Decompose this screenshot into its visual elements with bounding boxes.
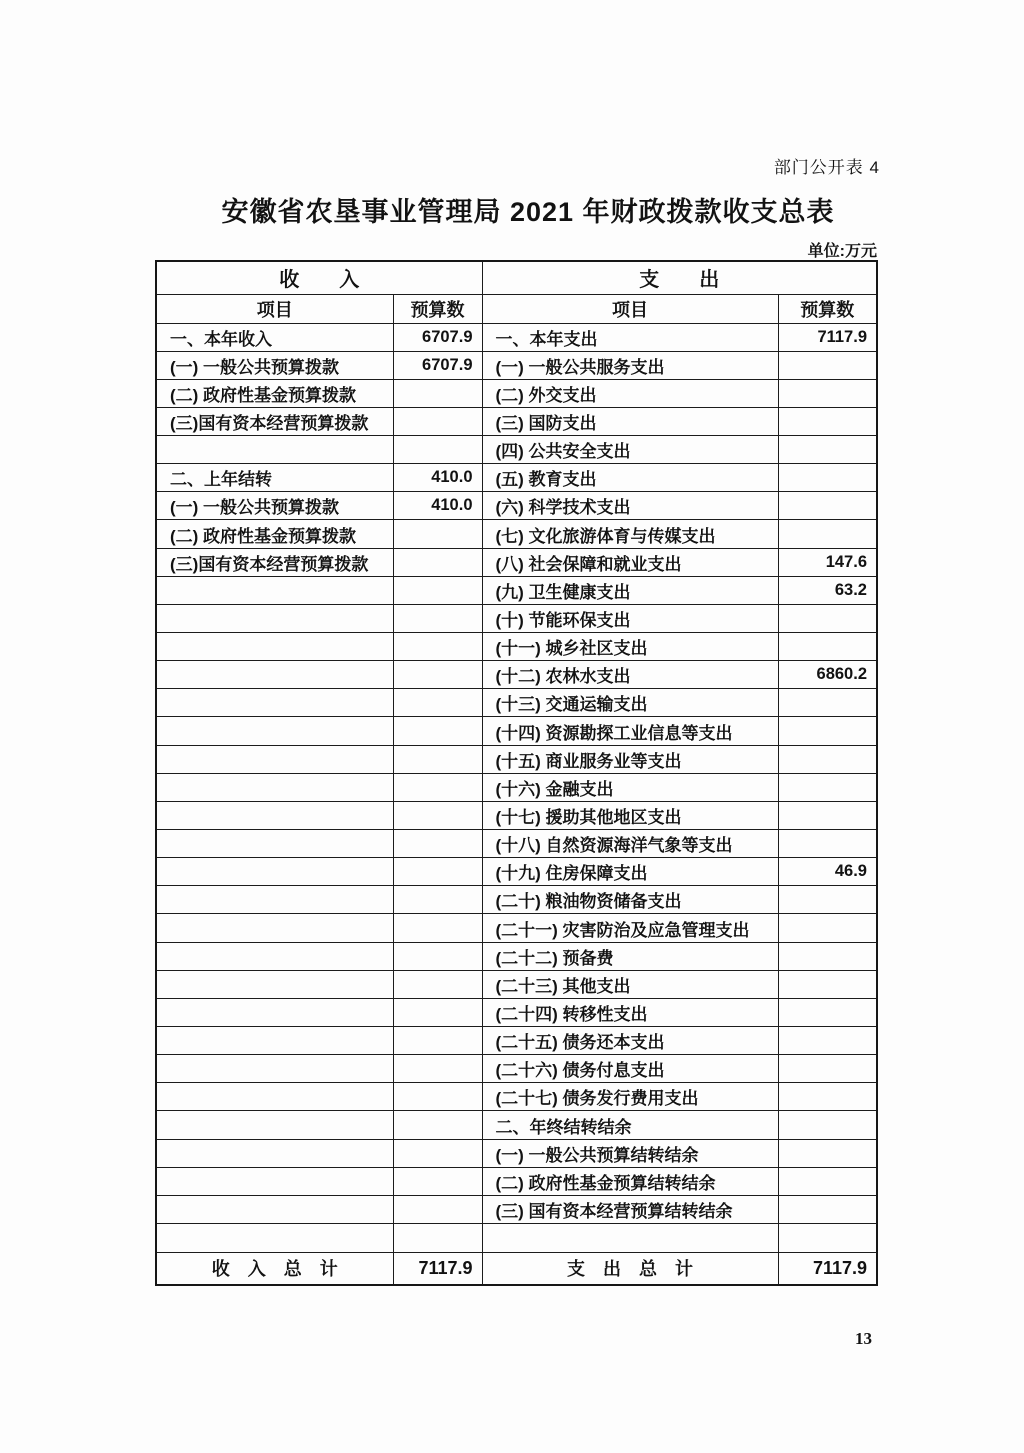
table-row bbox=[156, 436, 877, 464]
page-title: 安徽省农垦事业管理局 2021 年财政拨款收支总表 bbox=[221, 197, 835, 227]
revenue-value-cell: 6707.9 bbox=[393, 351, 482, 379]
revenue-value-cell bbox=[393, 576, 482, 604]
table-row bbox=[156, 464, 877, 492]
revenue-value-cell bbox=[393, 745, 482, 773]
revenue-item-cell bbox=[156, 745, 393, 773]
expenditure-budget-column-header: 预算数 bbox=[778, 294, 877, 323]
revenue-item-cell bbox=[156, 970, 393, 998]
table-row bbox=[156, 661, 877, 689]
expenditure-item-cell: (十四) 资源勘探工业信息等支出 bbox=[482, 717, 778, 745]
table-row bbox=[156, 886, 877, 914]
table-row bbox=[156, 717, 877, 745]
table-row bbox=[156, 633, 877, 661]
table-row bbox=[156, 1167, 877, 1195]
revenue-item-cell: (二) 政府性基金预算拨款 bbox=[156, 379, 393, 407]
expenditure-value-cell bbox=[778, 745, 877, 773]
revenue-item-cell bbox=[156, 1167, 393, 1195]
revenue-item-cell: 一、本年收入 bbox=[156, 323, 393, 351]
table-row bbox=[156, 914, 877, 942]
expenditure-value-cell: 46.9 bbox=[778, 858, 877, 886]
corner-table-label: 部门公开表 4 bbox=[773, 158, 880, 177]
table-row bbox=[156, 1139, 877, 1167]
revenue-item-cell bbox=[156, 1139, 393, 1167]
revenue-value-cell bbox=[393, 801, 482, 829]
revenue-value-cell bbox=[393, 773, 482, 801]
revenue-item-cell bbox=[156, 689, 393, 717]
revenue-item-cell bbox=[156, 661, 393, 689]
expenditure-item-cell: (一) 一般公共服务支出 bbox=[482, 351, 778, 379]
revenue-value-cell bbox=[393, 689, 482, 717]
revenue-item-cell: (二) 政府性基金预算拨款 bbox=[156, 520, 393, 548]
revenue-item-cell: 二、上年结转 bbox=[156, 464, 393, 492]
revenue-section-header: 收 入 bbox=[156, 261, 482, 294]
expenditure-value-cell bbox=[778, 1027, 877, 1055]
revenue-value-cell bbox=[393, 661, 482, 689]
revenue-value-cell bbox=[393, 1195, 482, 1223]
revenue-value-cell bbox=[393, 1083, 482, 1111]
table-row bbox=[156, 492, 877, 520]
revenue-item-cell bbox=[156, 633, 393, 661]
expenditure-value-cell bbox=[778, 998, 877, 1026]
revenue-value-cell bbox=[393, 520, 482, 548]
table-row bbox=[156, 576, 877, 604]
revenue-item-cell bbox=[156, 801, 393, 829]
expenditure-item-cell: (九) 卫生健康支出 bbox=[482, 576, 778, 604]
table-row bbox=[156, 379, 877, 407]
table-row bbox=[156, 801, 877, 829]
expenditure-item-cell bbox=[482, 1224, 778, 1253]
expenditure-item-cell: 一、本年支出 bbox=[482, 323, 778, 351]
table-row bbox=[156, 970, 877, 998]
revenue-value-cell bbox=[393, 1055, 482, 1083]
revenue-value-cell bbox=[393, 1027, 482, 1055]
unit-label: 单位:万元 bbox=[807, 243, 877, 260]
expenditure-item-cell: (二十) 粮油物资储备支出 bbox=[482, 886, 778, 914]
expenditure-item-cell: (五) 教育支出 bbox=[482, 464, 778, 492]
revenue-value-cell bbox=[393, 1224, 482, 1253]
expenditure-item-cell: (二十四) 转移性支出 bbox=[482, 998, 778, 1026]
expenditure-value-cell bbox=[778, 1055, 877, 1083]
expenditure-item-cell: (十) 节能环保支出 bbox=[482, 604, 778, 632]
table-body bbox=[156, 323, 877, 1252]
table-row bbox=[156, 548, 877, 576]
revenue-item-cell bbox=[156, 1027, 393, 1055]
budget-table bbox=[155, 260, 878, 1286]
expenditure-section-header: 支 出 bbox=[482, 261, 877, 294]
expenditure-item-cell: (十二) 农林水支出 bbox=[482, 661, 778, 689]
table-row bbox=[156, 1027, 877, 1055]
table-row bbox=[156, 773, 877, 801]
revenue-item-cell: (三)国有资本经营预算拨款 bbox=[156, 548, 393, 576]
expenditure-item-cell: (三) 国有资本经营预算结转结余 bbox=[482, 1195, 778, 1223]
revenue-item-column-header: 项目 bbox=[156, 294, 393, 323]
expenditure-item-cell: (二十七) 债务发行费用支出 bbox=[482, 1083, 778, 1111]
table-row bbox=[156, 998, 877, 1026]
revenue-value-cell bbox=[393, 1111, 482, 1139]
revenue-item-cell: (一) 一般公共预算拨款 bbox=[156, 351, 393, 379]
revenue-value-cell bbox=[393, 604, 482, 632]
expenditure-value-cell bbox=[778, 436, 877, 464]
expenditure-value-cell bbox=[778, 830, 877, 858]
expenditure-value-cell: 147.6 bbox=[778, 548, 877, 576]
expenditure-total-label: 支 出 总 计 bbox=[482, 1252, 778, 1285]
expenditure-item-cell: (二十六) 债务付息支出 bbox=[482, 1055, 778, 1083]
expenditure-value-cell bbox=[778, 717, 877, 745]
table-row bbox=[156, 407, 877, 435]
expenditure-item-cell: (三) 国防支出 bbox=[482, 407, 778, 435]
expenditure-value-cell bbox=[778, 351, 877, 379]
revenue-value-cell bbox=[393, 548, 482, 576]
revenue-value-cell bbox=[393, 998, 482, 1026]
expenditure-item-cell: (十七) 援助其他地区支出 bbox=[482, 801, 778, 829]
expenditure-item-column-header: 项目 bbox=[482, 294, 778, 323]
revenue-total-label: 收 入 总 计 bbox=[156, 1252, 393, 1285]
expenditure-value-cell bbox=[778, 886, 877, 914]
expenditure-value-cell bbox=[778, 1167, 877, 1195]
revenue-item-cell: (一) 一般公共预算拨款 bbox=[156, 492, 393, 520]
table-row bbox=[156, 604, 877, 632]
table-row bbox=[156, 830, 877, 858]
revenue-item-cell bbox=[156, 717, 393, 745]
revenue-item-cell bbox=[156, 773, 393, 801]
revenue-value-cell bbox=[393, 858, 482, 886]
expenditure-value-cell bbox=[778, 914, 877, 942]
expenditure-item-cell: (二) 外交支出 bbox=[482, 379, 778, 407]
expenditure-item-cell: (十一) 城乡社区支出 bbox=[482, 633, 778, 661]
revenue-item-cell bbox=[156, 998, 393, 1026]
expenditure-value-cell: 6860.2 bbox=[778, 661, 877, 689]
expenditure-item-cell: (二十二) 预备费 bbox=[482, 942, 778, 970]
revenue-value-cell bbox=[393, 407, 482, 435]
expenditure-item-cell: (二十五) 债务还本支出 bbox=[482, 1027, 778, 1055]
revenue-value-cell bbox=[393, 914, 482, 942]
expenditure-value-cell bbox=[778, 942, 877, 970]
revenue-item-cell bbox=[156, 576, 393, 604]
expenditure-value-cell bbox=[778, 1111, 877, 1139]
expenditure-item-cell: (二十三) 其他支出 bbox=[482, 970, 778, 998]
table-row bbox=[156, 323, 877, 351]
revenue-value-cell: 410.0 bbox=[393, 464, 482, 492]
revenue-value-cell bbox=[393, 633, 482, 661]
expenditure-value-cell bbox=[778, 1083, 877, 1111]
revenue-value-cell bbox=[393, 1167, 482, 1195]
revenue-item-cell bbox=[156, 436, 393, 464]
expenditure-value-cell bbox=[778, 689, 877, 717]
revenue-value-cell bbox=[393, 942, 482, 970]
expenditure-value-cell bbox=[778, 492, 877, 520]
table-header-row-columns bbox=[156, 294, 877, 323]
expenditure-total-value: 7117.9 bbox=[778, 1252, 877, 1285]
revenue-item-cell bbox=[156, 1195, 393, 1223]
revenue-value-cell bbox=[393, 1139, 482, 1167]
table-row bbox=[156, 689, 877, 717]
expenditure-value-cell bbox=[778, 604, 877, 632]
total-row bbox=[156, 1252, 877, 1285]
revenue-item-cell: (三)国有资本经营预算拨款 bbox=[156, 407, 393, 435]
table-row bbox=[156, 1111, 877, 1139]
expenditure-value-cell bbox=[778, 1195, 877, 1223]
expenditure-item-cell: 二、年终结转结余 bbox=[482, 1111, 778, 1139]
expenditure-value-cell bbox=[778, 407, 877, 435]
expenditure-value-cell: 63.2 bbox=[778, 576, 877, 604]
table-header-row-sections bbox=[156, 261, 877, 294]
expenditure-value-cell bbox=[778, 1224, 877, 1253]
revenue-value-cell bbox=[393, 830, 482, 858]
revenue-value-cell bbox=[393, 379, 482, 407]
expenditure-item-cell: (十五) 商业服务业等支出 bbox=[482, 745, 778, 773]
table-row bbox=[156, 1083, 877, 1111]
revenue-item-cell bbox=[156, 914, 393, 942]
revenue-item-cell bbox=[156, 858, 393, 886]
table-row bbox=[156, 520, 877, 548]
expenditure-item-cell: (六) 科学技术支出 bbox=[482, 492, 778, 520]
table-row bbox=[156, 1195, 877, 1223]
revenue-value-cell: 6707.9 bbox=[393, 323, 482, 351]
revenue-value-cell: 410.0 bbox=[393, 492, 482, 520]
expenditure-value-cell bbox=[778, 970, 877, 998]
expenditure-item-cell: (七) 文化旅游体育与传媒支出 bbox=[482, 520, 778, 548]
table-row bbox=[156, 745, 877, 773]
expenditure-item-cell: (一) 一般公共预算结转结余 bbox=[482, 1139, 778, 1167]
expenditure-value-cell bbox=[778, 379, 877, 407]
expenditure-value-cell bbox=[778, 773, 877, 801]
table-row bbox=[156, 1055, 877, 1083]
expenditure-item-cell: (十九) 住房保障支出 bbox=[482, 858, 778, 886]
table-row bbox=[156, 1224, 877, 1253]
expenditure-item-cell: (十八) 自然资源海洋气象等支出 bbox=[482, 830, 778, 858]
page-number: 13 bbox=[855, 1329, 872, 1348]
revenue-item-cell bbox=[156, 942, 393, 970]
expenditure-value-cell bbox=[778, 520, 877, 548]
expenditure-item-cell: (八) 社会保障和就业支出 bbox=[482, 548, 778, 576]
revenue-value-cell bbox=[393, 717, 482, 745]
expenditure-value-cell bbox=[778, 464, 877, 492]
revenue-item-cell bbox=[156, 1111, 393, 1139]
expenditure-value-cell: 7117.9 bbox=[778, 323, 877, 351]
table-row bbox=[156, 942, 877, 970]
revenue-budget-column-header: 预算数 bbox=[393, 294, 482, 323]
revenue-item-cell bbox=[156, 1224, 393, 1253]
table-row bbox=[156, 351, 877, 379]
expenditure-item-cell: (十六) 金融支出 bbox=[482, 773, 778, 801]
expenditure-item-cell: (四) 公共安全支出 bbox=[482, 436, 778, 464]
expenditure-item-cell: (二十一) 灾害防治及应急管理支出 bbox=[482, 914, 778, 942]
revenue-total-value: 7117.9 bbox=[393, 1252, 482, 1285]
revenue-item-cell bbox=[156, 1055, 393, 1083]
expenditure-value-cell bbox=[778, 1139, 877, 1167]
expenditure-value-cell bbox=[778, 633, 877, 661]
expenditure-item-cell: (十三) 交通运输支出 bbox=[482, 689, 778, 717]
table-row bbox=[156, 858, 877, 886]
expenditure-value-cell bbox=[778, 801, 877, 829]
revenue-item-cell bbox=[156, 1083, 393, 1111]
revenue-item-cell bbox=[156, 604, 393, 632]
revenue-item-cell bbox=[156, 830, 393, 858]
revenue-value-cell bbox=[393, 886, 482, 914]
expenditure-item-cell: (二) 政府性基金预算结转结余 bbox=[482, 1167, 778, 1195]
revenue-value-cell bbox=[393, 436, 482, 464]
revenue-value-cell bbox=[393, 970, 482, 998]
revenue-item-cell bbox=[156, 886, 393, 914]
